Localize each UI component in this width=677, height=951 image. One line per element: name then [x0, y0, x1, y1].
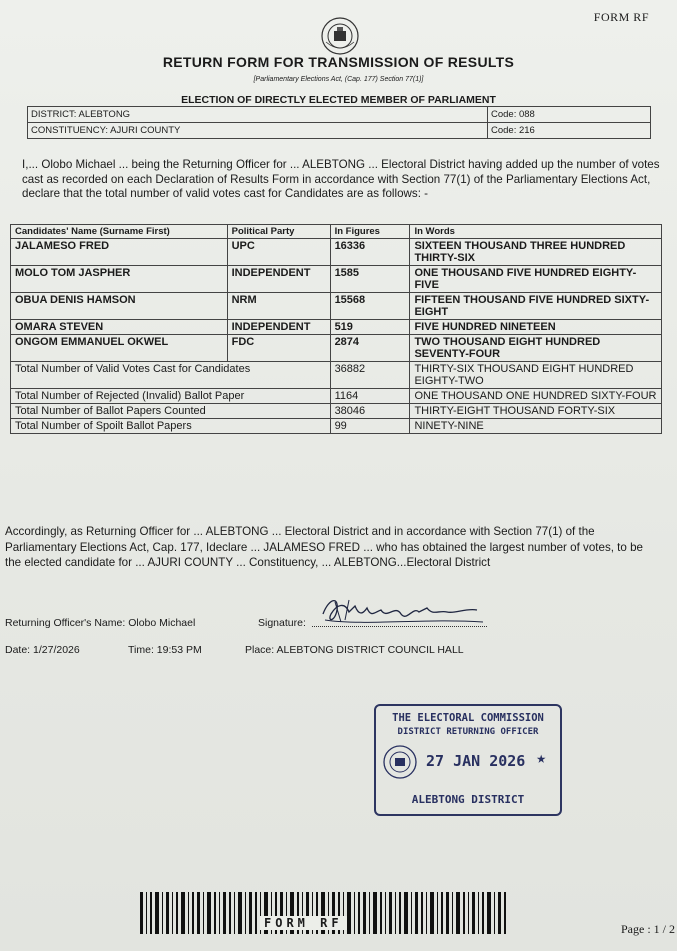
signature-label: Signature:	[258, 617, 306, 629]
candidate-name: OBUA DENIS HAMSON	[11, 293, 228, 320]
candidate-words: ONE THOUSAND FIVE HUNDRED EIGHTY-FIVE	[410, 266, 662, 293]
place-value: Place: ALEBTONG DISTRICT COUNCIL HALL	[245, 644, 464, 656]
table-row	[11, 320, 662, 335]
total-figures: 36882	[330, 362, 410, 389]
total-words: NINETY-NINE	[410, 419, 662, 434]
total-words: ONE THOUSAND ONE HUNDRED SIXTY-FOUR	[410, 389, 662, 404]
date-value: Date: 1/27/2026	[5, 644, 80, 656]
header-words: In Words	[410, 225, 662, 239]
candidate-name: MOLO TOM JASPHER	[11, 266, 228, 293]
candidate-words: FIVE HUNDRED NINETEEN	[410, 320, 662, 335]
table-row	[11, 266, 662, 293]
header-figures: In Figures	[330, 225, 410, 239]
total-figures: 99	[330, 419, 410, 434]
candidate-figures: 16336	[330, 239, 410, 266]
total-label: Total Number of Ballot Papers Counted	[11, 404, 331, 419]
electoral-commission-logo-icon	[320, 16, 360, 56]
header-candidate-name: Candidates' Name (Surname First)	[11, 225, 228, 239]
candidate-party: NRM	[227, 293, 330, 320]
barcode-label: FORM RF	[260, 916, 347, 930]
form-title: RETURN FORM FOR TRANSMISSION OF RESULTS	[162, 54, 515, 70]
candidate-party: INDEPENDENT	[227, 266, 330, 293]
form-subtitle: [Parliamentary Elections Act, (Cap. 177) Section 77(1)]	[253, 76, 424, 83]
total-label: Total Number of Rejected (Invalid) Ballot Paper	[11, 389, 331, 404]
candidate-figures: 1585	[330, 266, 410, 293]
total-words: THIRTY-SIX THOUSAND EIGHT HUNDRED EIGHTY-TWO	[410, 362, 662, 389]
stamp-seal-icon	[382, 744, 418, 780]
form-id: FORM RF	[593, 10, 649, 24]
candidate-name: JALAMESO FRED	[11, 239, 228, 266]
candidate-words: TWO THOUSAND EIGHT HUNDRED SEVENTY-FOUR	[410, 335, 662, 362]
total-label: Total Number of Valid Votes Cast for Candidates	[11, 362, 331, 389]
table-row	[11, 293, 662, 320]
candidate-figures: 2874	[330, 335, 410, 362]
candidate-figures: 519	[330, 320, 410, 335]
table-row	[11, 239, 662, 266]
star-icon: ★	[536, 748, 546, 767]
candidate-words: FIFTEEN THOUSAND FIVE HUNDRED SIXTY-EIGHT	[410, 293, 662, 320]
total-label: Total Number of Spoilt Ballot Papers	[11, 419, 331, 434]
candidate-party: INDEPENDENT	[227, 320, 330, 335]
constituency-code-cell: Code: 216	[488, 123, 651, 139]
header-party: Political Party	[227, 225, 330, 239]
total-figures: 38046	[330, 404, 410, 419]
total-spoilt-row	[11, 419, 662, 434]
intro-paragraph: I,... Olobo Michael ... being the Returning Officer for ... ALEBTONG ... Electoral District having added up the number of votes cast as recorded on each Declaration of Results Form in accordance with Section 77(1) of the Parliamentary Elections Act, declare that the total number of valid votes cast for Candidates are as follows: -	[22, 158, 660, 200]
handwritten-signature	[315, 592, 485, 630]
table-row	[11, 335, 662, 362]
election-title: ELECTION OF DIRECTLY ELECTED MEMBER OF PARLIAMENT	[181, 94, 496, 106]
results-header-row	[11, 225, 662, 239]
total-rejected-row	[11, 389, 662, 404]
time-value: Time: 19:53 PM	[128, 644, 202, 656]
official-stamp	[374, 704, 562, 816]
total-words: THIRTY-EIGHT THOUSAND FORTY-SIX	[410, 404, 662, 419]
total-valid-row	[11, 362, 662, 389]
page-number: Page : 1 / 2	[621, 922, 675, 936]
district-cell: DISTRICT: ALEBTONG	[28, 107, 488, 123]
candidate-party: FDC	[227, 335, 330, 362]
candidate-name: ONGOM EMMANUEL OKWEL	[11, 335, 228, 362]
stamp-date: 27 JAN 2026	[426, 752, 526, 770]
district-header-table	[27, 106, 651, 139]
candidate-words: SIXTEEN THOUSAND THREE HUNDRED THIRTY-SIX	[410, 239, 662, 266]
constituency-cell: CONSTITUENCY: AJURI COUNTY	[28, 123, 488, 139]
stamp-line-officer: DISTRICT RETURNING OFFICER	[397, 727, 539, 737]
candidate-party: UPC	[227, 239, 330, 266]
stamp-line-district: ALEBTONG DISTRICT	[411, 793, 525, 806]
declaration-paragraph: Accordingly, as Returning Officer for ... ALEBTONG ... Electoral District and in accordance with Section 77(1) of the Parliamentary Elections Act, Cap. 177, Ideclare ... JALAMESO FRED ... who has obtained the largest number of votes, to be the elected candidate for ... AJURI COUNTY ... Constituency, ... ALEBTONG...Electoral District	[5, 525, 643, 569]
total-counted-row	[11, 404, 662, 419]
stamp-line-commission: THE ELECTORAL COMMISSION	[392, 712, 544, 724]
results-table	[10, 224, 662, 434]
district-code-cell: Code: 088	[488, 107, 651, 123]
candidate-figures: 15568	[330, 293, 410, 320]
candidate-name: OMARA STEVEN	[11, 320, 228, 335]
returning-officer-name: Returning Officer's Name: Olobo Michael	[5, 617, 196, 629]
total-figures: 1164	[330, 389, 410, 404]
